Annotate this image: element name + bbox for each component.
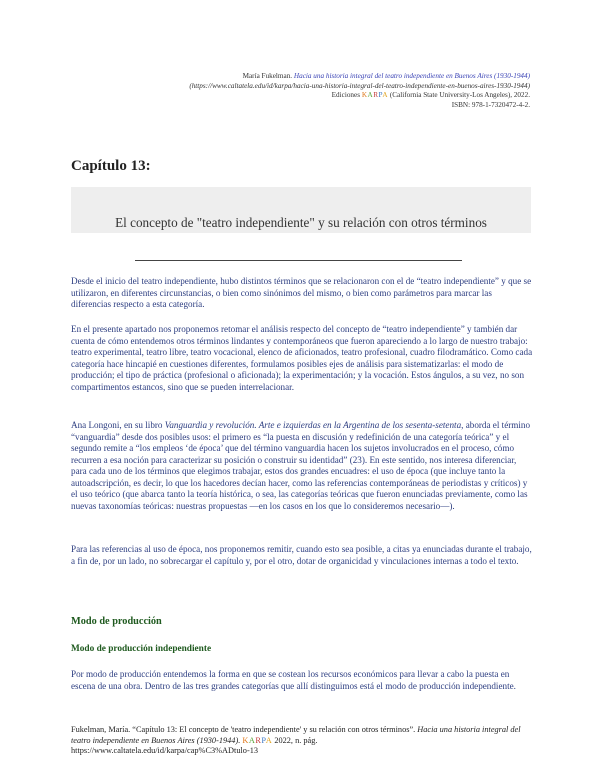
header-url[interactable]: (https://www.caltatela.edu/id/karpa/hacia-una-historia-integral-del-teatro-independiente-en-buenos-aires-1930-1944) <box>189 81 530 90</box>
citation-header <box>60 72 530 110</box>
header-publisher-suffix: (California State University-Los Angeles), 2022. <box>389 91 530 100</box>
header-author: María Fukelman. <box>242 72 293 80</box>
paragraph-4: Para las referencias al uso de época, nos proponemos remitir, cuando esto sea posible, a citas ya enunciadas durante el trabajo, a fin de, por un lado, no sobrecargar el capítulo y, por el otro, dotar de organicidad y vinculaciones internas a todo el texto. <box>71 544 532 566</box>
header-book-title-link[interactable]: Hacia una historia integral del teatro independiente en Buenos Aires (1930-1944) <box>293 72 530 80</box>
karpa-logo-text-footer: KARPA <box>242 735 273 745</box>
title-box <box>71 187 531 233</box>
chapter-title: El concepto de "teatro independiente" y su relación con otros términos <box>115 215 487 230</box>
header-line-1 <box>60 72 530 82</box>
header-isbn: ISBN: 978-1-7320472-4-2. <box>451 100 530 109</box>
paragraph-5: Por modo de producción entendemos la forma en que se costean los recursos económicos para llevar a cabo la puesta en escena de una obra. Dentro de las tres grandes categorías que allí distinguimos está el modo de producción independiente. <box>71 669 516 691</box>
subsection-heading: Modo de producción independiente <box>71 644 212 654</box>
paragraph-1: Desde el inicio del teatro independiente, hubo distintos términos que se relacionaron con el de “teatro independiente” y que se utilizaron, en diferentes circunstancias, o bien como sinónimos del mismo, o bien como parámetros para marcar las diferencias respecto a esta categoría. <box>71 276 532 309</box>
citation-footer: Fukelman, María. “Capítulo 13: El concepto de 'teatro independiente' y su relación con otros términos”. Hacia una historia integral del teatro independiente en Buenos Aires (1930-1944). KARPA 2022, n. pág. https://www.caltatela.edu/id/karpa/cap%C3%ADtulo-13 <box>71 725 521 755</box>
karpa-logo-text: KARPA <box>361 91 389 100</box>
header-line-3 <box>60 91 530 101</box>
paragraph-3: Ana Longoni, en su libro Vanguardia y revolución. Arte e izquierdas en la Argentina de los sesenta-setenta, aborda el término “vanguardia” desde dos posibles usos: el primero es “la puesta en discusión y redefinición de una categoría teórica” y el segundo remite a “los empleos ‘de época’ que del término vanguardia hacen los sujetos involucrados en el proceso, cómo recurren a esa noción para caracterizar su posición o construir su identidad” (23). En este sentido, nos interesa diferenciar, para cada uno de los términos que elegimos trabajar, estos dos grandes encuadres: el uso de época (que incluye tanto la autoadscripción, es decir, lo que los hacedores decían hacer, como las referencias contemporáneas de periodistas y críticos) y el uso teórico (que abarca tanto la teoría histórica, o sea, las categorías teóricas que fueron enunciadas previamente, como las nuevas taxonomías teóricas: nuestras propuestas —en los casos en los que lo consideremos necesario—). <box>71 420 531 511</box>
header-publisher-prefix: Ediciones <box>331 91 361 100</box>
chapter-label: Capítulo 13: <box>71 158 151 174</box>
paragraph-2: En el presente apartado nos proponemos retomar el análisis respecto del concepto de “teatro independiente” y también dar cuenta de cómo entendemos otros términos lindantes y contemporáneos que fueron apareciendo a lo largo de nuestro trabajo: teatro experimental, teatro libre, teatro vocacional, elenco de aficionados, teatro profesional, cuadro filodramático. Como cada categoría hace hincapié en cuestiones diferentes, formulamos posibles ejes de análisis para sistematizarlas: el modo de producción; el tipo de práctica (profesional o aficionada); la experimentación; y la vocación. Estos ángulos, a su vez, no son compartimentos estancos, sino que se pueden interrelacionar. <box>71 324 533 392</box>
section-heading: Modo de producción <box>71 616 162 627</box>
title-divider <box>135 260 462 261</box>
footer-url[interactable]: https://www.caltatela.edu/id/karpa/cap%C3%ADtulo-13 <box>71 746 259 755</box>
book-reference: Vanguardia y revolución. Arte e izquierdas en la Argentina de los sesenta-setenta <box>164 420 462 430</box>
